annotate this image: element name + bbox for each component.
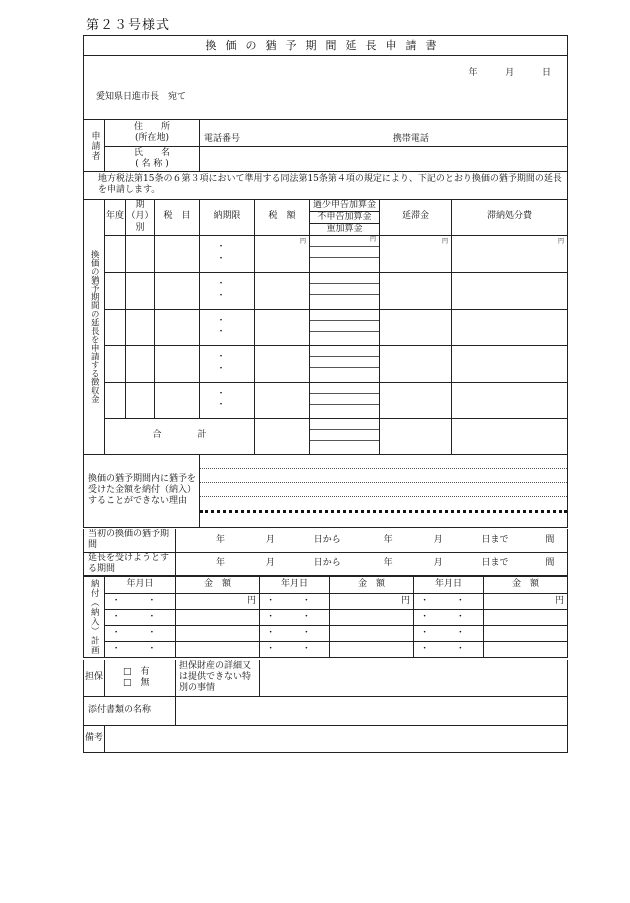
surcharge-line-3 <box>310 332 379 342</box>
period-cell[interactable] <box>126 345 155 382</box>
plan-amount-cell[interactable]: 円 <box>176 594 260 610</box>
plan-amount-cell[interactable] <box>330 626 414 642</box>
due-date-cell[interactable]: ・ ・ <box>200 309 255 345</box>
security-label: 担保 <box>84 660 105 696</box>
delinquency-cell[interactable] <box>380 382 452 418</box>
surcharge-cell[interactable] <box>310 345 380 382</box>
extension-period-label: 延長を受けようとする期間 <box>84 552 176 576</box>
surcharge-cell[interactable] <box>310 309 380 345</box>
period-cell[interactable] <box>126 309 155 345</box>
plan-date-cell[interactable]: ・ ・ <box>105 594 176 610</box>
security-table <box>83 660 568 753</box>
remarks-label: 備考 <box>84 725 105 752</box>
tax-item-cell[interactable] <box>155 235 200 272</box>
tax-amount-cell[interactable] <box>255 345 310 382</box>
address-field[interactable] <box>200 120 568 147</box>
plan-date-cell[interactable]: ・ ・ <box>260 594 330 610</box>
p2-until: 日まで <box>481 558 509 569</box>
applicant-side-label: 申請者 <box>84 120 105 172</box>
reason-field[interactable] <box>200 454 568 527</box>
address-sublabel: (所在地) <box>134 133 170 143</box>
delinquency-cell[interactable] <box>380 309 452 345</box>
surcharge-line-1 <box>310 310 379 321</box>
tax-item-cell[interactable] <box>155 272 200 309</box>
p2-month: 月 <box>265 558 275 569</box>
plan-amount-cell[interactable] <box>176 642 260 658</box>
reason-label: 換価の猶予期間内に猶予を受けた金額を納付（納入）することができない理由 <box>84 454 200 527</box>
tax-item-cell[interactable] <box>155 382 200 418</box>
plan-amount-cell[interactable] <box>330 610 414 626</box>
surcharge-line-1 <box>310 419 379 430</box>
plan-amount-cell[interactable]: 円 <box>330 594 414 610</box>
header-delinquency: 延滞金 <box>380 199 452 235</box>
header-surcharge-1: 過少申告加算金 <box>312 199 376 210</box>
plan-date-cell[interactable]: ・ ・ <box>105 626 176 642</box>
total-disposition-fee[interactable] <box>452 418 568 454</box>
p1-until: 日まで <box>481 534 509 545</box>
header-tax-item: 税 目 <box>155 199 200 235</box>
header-tax-amount: 税 額 <box>255 199 310 235</box>
surcharge-line-1 <box>310 273 379 284</box>
period-cell[interactable] <box>126 272 155 309</box>
initial-period-label: 当初の換価の猶予期間 <box>84 529 176 552</box>
disposition-fee-cell[interactable] <box>452 345 568 382</box>
surcharge-line-2 <box>310 357 379 368</box>
plan-amount-header-2: 金 額 <box>330 577 414 594</box>
period-cell[interactable] <box>126 382 155 418</box>
date-year-label: 年 <box>468 68 478 78</box>
delinquency-cell[interactable] <box>380 345 452 382</box>
name-label: 氏 名 <box>133 147 170 158</box>
payment-plan-table <box>83 576 568 658</box>
header-due-date: 納期限 <box>200 199 255 235</box>
plan-amount-header-3: 金 額 <box>484 577 568 594</box>
security-detail-field[interactable] <box>260 660 568 696</box>
table-row <box>84 309 568 345</box>
surcharge-line-3 <box>310 258 379 268</box>
p2-year-end: 年 <box>383 558 393 569</box>
table-row <box>84 382 568 418</box>
surcharge-line-2 <box>310 247 379 258</box>
plan-amount-cell[interactable] <box>484 626 568 642</box>
surcharge-line-2 <box>310 321 379 332</box>
period-cell[interactable] <box>126 235 155 272</box>
mobile-label: 携帯電話 <box>392 133 429 144</box>
surcharge-cell[interactable] <box>310 272 380 309</box>
total-surcharge[interactable] <box>310 418 380 454</box>
addressee: 愛知県日進市長 宛て <box>96 92 187 102</box>
due-date-cell[interactable]: ・ ・ <box>200 382 255 418</box>
header-surcharge-2: 不申告加算金 <box>310 211 379 223</box>
plan-date-cell[interactable]: ・ ・ <box>260 626 330 642</box>
fiscal-year-cell[interactable] <box>105 345 126 382</box>
fiscal-year-cell[interactable] <box>105 235 126 272</box>
payment-plan-side-label: 納付（納入）計画 <box>84 577 105 658</box>
delinquency-cell[interactable]: 円 <box>380 235 452 272</box>
surcharge-yen: 円 <box>369 235 376 243</box>
total-label: 合 計 <box>105 418 255 454</box>
due-date-cell[interactable]: ・ ・ <box>200 272 255 309</box>
plan-date-cell[interactable]: ・ ・ <box>414 626 484 642</box>
disposition-fee-cell[interactable] <box>452 382 568 418</box>
reason-line <box>200 455 567 469</box>
surcharge-line-2 <box>310 284 379 295</box>
p1-year-end: 年 <box>383 534 393 545</box>
plan-date-header-1: 年月日 <box>105 577 176 594</box>
statement-text: 地方税法第15条の６第３項において準用する同法第15条第４項の規定により、下記のとおり換価の猶予期間の延長を申請します。 <box>84 172 568 200</box>
p1-duration: 間 <box>545 534 555 545</box>
due-date-cell[interactable]: ・ ・ <box>200 235 255 272</box>
plan-date-header-3: 年月日 <box>414 577 484 594</box>
plan-amount-cell[interactable] <box>176 610 260 626</box>
table-row <box>84 345 568 382</box>
total-tax-amount[interactable] <box>255 418 310 454</box>
tax-item-cell[interactable] <box>155 309 200 345</box>
address-label: 住 所 <box>133 121 170 132</box>
plan-amount-cell[interactable] <box>484 610 568 626</box>
header-fiscal-year: 年度 <box>105 199 126 235</box>
due-date-cell[interactable]: ・ ・ <box>200 345 255 382</box>
p2-duration: 間 <box>545 558 555 569</box>
plan-date-cell[interactable]: ・ ・ <box>260 610 330 626</box>
name-field[interactable] <box>200 147 568 172</box>
name-sublabel: ( 名 称 ) <box>135 159 169 169</box>
p2-month-end: 月 <box>433 558 443 569</box>
plan-date-cell[interactable]: ・ ・ <box>414 610 484 626</box>
p1-month: 月 <box>265 534 275 545</box>
total-row <box>84 418 568 454</box>
collection-side-label: 換価の猶予期間の延長を申請する徴収金 <box>84 199 105 454</box>
plan-date-cell[interactable]: ・ ・ <box>105 642 176 658</box>
extension-period-row <box>84 552 568 576</box>
date-line <box>469 68 552 79</box>
table-row <box>84 594 568 610</box>
p2-from: 日から <box>313 558 341 569</box>
initial-period-field[interactable] <box>176 529 568 552</box>
reason-line <box>200 483 567 497</box>
extension-period-field[interactable] <box>176 552 568 576</box>
security-no-checkbox[interactable]: □ 無 <box>123 677 150 688</box>
header-disposition-fee: 滞納処分費 <box>452 199 568 235</box>
plan-amount-cell[interactable] <box>484 642 568 658</box>
plan-date-cell[interactable]: ・ ・ <box>105 610 176 626</box>
surcharge-line-2 <box>310 394 379 405</box>
p1-year: 年 <box>216 534 226 545</box>
p1-from: 日から <box>313 534 341 545</box>
plan-amount-cell[interactable] <box>176 626 260 642</box>
surcharge-cell[interactable] <box>310 235 380 272</box>
plan-date-cell[interactable]: ・ ・ <box>414 642 484 658</box>
fiscal-year-cell[interactable] <box>105 272 126 309</box>
tax-item-cell[interactable] <box>155 345 200 382</box>
initial-period-row <box>84 529 568 552</box>
plan-amount-cell[interactable] <box>330 642 414 658</box>
header-surcharges <box>310 199 380 235</box>
total-delinquency[interactable] <box>380 418 452 454</box>
disposition-fee-cell[interactable] <box>452 272 568 309</box>
table-row <box>84 626 568 642</box>
tax-amount-cell[interactable] <box>255 272 310 309</box>
disposition-fee-cell[interactable]: 円 <box>452 235 568 272</box>
tax-amount-cell[interactable] <box>255 382 310 418</box>
name-label-cell <box>105 147 200 172</box>
address-label-cell <box>105 120 200 147</box>
plan-amount-header-1: 金 額 <box>176 577 260 594</box>
remarks-field[interactable] <box>105 725 568 752</box>
header-surcharge-3: 重加算金 <box>310 223 379 235</box>
attachments-label: 添付書類の名称 <box>84 696 176 725</box>
reason-line <box>200 469 567 483</box>
surcharge-line-3 <box>310 405 379 415</box>
table-row <box>84 610 568 626</box>
header-period: 期（月）別 <box>126 199 155 235</box>
application-form <box>83 35 568 528</box>
form-number: 第２３号様式 <box>86 18 171 33</box>
date-month-label: 月 <box>505 68 515 78</box>
tax-amount-cell[interactable]: 円 <box>255 235 310 272</box>
plan-date-cell[interactable]: ・ ・ <box>414 594 484 610</box>
date-day-label: 日 <box>542 68 552 78</box>
table-row <box>84 272 568 309</box>
reason-line <box>200 497 567 513</box>
surcharge-line-3 <box>310 441 379 451</box>
phone-label: 電話番号 <box>204 133 241 144</box>
surcharge-line-1 <box>310 383 379 394</box>
surcharge-line-3 <box>310 295 379 305</box>
document-title: 換価の猶予期間延長申請書 <box>84 36 568 56</box>
fiscal-year-cell[interactable] <box>105 309 126 345</box>
plan-date-header-2: 年月日 <box>260 577 330 594</box>
table-row <box>84 642 568 658</box>
security-detail-label: 担保財産の詳細又は提供できない特別の事情 <box>176 660 260 696</box>
security-yes-checkbox[interactable]: □ 有 <box>123 666 150 677</box>
p1-month-end: 月 <box>433 534 443 545</box>
plan-date-cell[interactable]: ・ ・ <box>260 642 330 658</box>
attachments-field[interactable] <box>176 696 568 725</box>
fiscal-year-cell[interactable] <box>105 382 126 418</box>
disposition-fee-cell[interactable] <box>452 309 568 345</box>
surcharge-line-3 <box>310 368 379 378</box>
tax-amount-cell[interactable] <box>255 309 310 345</box>
surcharge-line-1 <box>310 346 379 357</box>
table-row <box>84 235 568 272</box>
surcharge-line-1 <box>310 236 379 247</box>
delinquency-cell[interactable] <box>380 272 452 309</box>
surcharge-line-2 <box>310 430 379 441</box>
date-addressee-block <box>84 56 568 120</box>
period-table <box>83 529 568 576</box>
security-options <box>105 660 176 696</box>
surcharge-cell[interactable] <box>310 382 380 418</box>
p2-year: 年 <box>216 558 226 569</box>
plan-amount-cell[interactable]: 円 <box>484 594 568 610</box>
